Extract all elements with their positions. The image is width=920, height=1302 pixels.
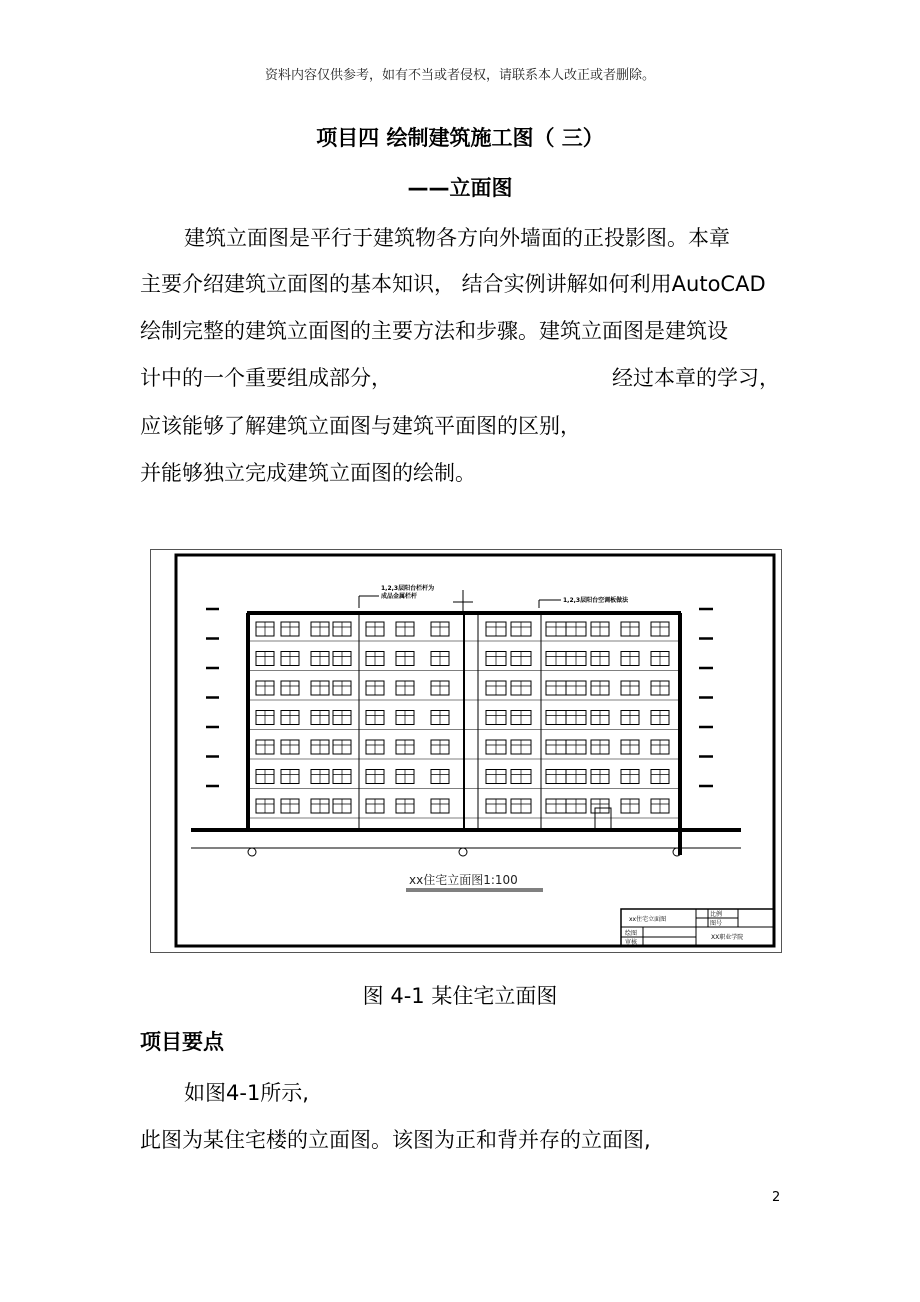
title-block-checked: 审核 xyxy=(625,939,638,946)
paragraph-line: 应该能够了解建筑立面图与建筑平面图的区别， xyxy=(140,414,581,438)
elevation-drawing-figure xyxy=(150,549,782,953)
title-block-figure-no: 图号 xyxy=(710,920,723,927)
axis-marker xyxy=(459,848,467,856)
page-header-disclaimer: 资料内容仅供参考，如有不当或者侵权，请联系本人改正或者删除。 xyxy=(264,68,655,83)
paragraph-line: 绘制完整的建筑立面图的主要方法和步骤。建筑立面图是建筑设 xyxy=(140,319,728,343)
paragraph-line: 建筑立面图是平行于建筑物各方向外墙面的正投影图。本章 xyxy=(184,226,730,250)
title-block-name: xx住宅立面图 xyxy=(629,916,667,923)
title-block xyxy=(621,909,774,946)
section-line: 如图4-1所示, xyxy=(184,1081,309,1105)
title-block-ratio: 比例 xyxy=(710,911,723,918)
note-left-2: 成品金属栏杆 xyxy=(381,593,418,600)
note-left: 1,2,3层阳台栏杆为 xyxy=(381,585,435,592)
figure-caption: 图 4-1 某住宅立面图 xyxy=(362,984,558,1008)
page-title: 项目四 绘制建筑施工图（ 三） xyxy=(316,126,604,150)
note-right: 1,2,3层阳台空调板做法 xyxy=(563,597,629,604)
elevation-drawing-svg xyxy=(151,550,781,952)
axis-marker xyxy=(248,848,256,856)
paragraph-line: 计中的一个重要组成部分， xyxy=(140,366,392,390)
page-subtitle: ——立面图 xyxy=(407,176,513,200)
section-line: 此图为某住宅楼的立面图。该图为正和背并存的立面图, xyxy=(140,1128,651,1152)
page-number: 2 xyxy=(772,1190,781,1205)
paragraph-line: 并能够独立完成建筑立面图的绘制。 xyxy=(140,461,476,485)
paragraph-line: 经过本章的学习， xyxy=(612,366,780,390)
title-block-school: XX职业学院 xyxy=(711,934,744,941)
section-heading: 项目要点 xyxy=(140,1030,224,1054)
drawing-title: xx住宅立面图1:100 xyxy=(409,873,518,887)
title-block-drawn: 绘图 xyxy=(625,930,638,937)
paragraph-line: 主要介绍建筑立面图的基本知识， 结合实例讲解如何利用AutoCAD xyxy=(140,272,766,296)
